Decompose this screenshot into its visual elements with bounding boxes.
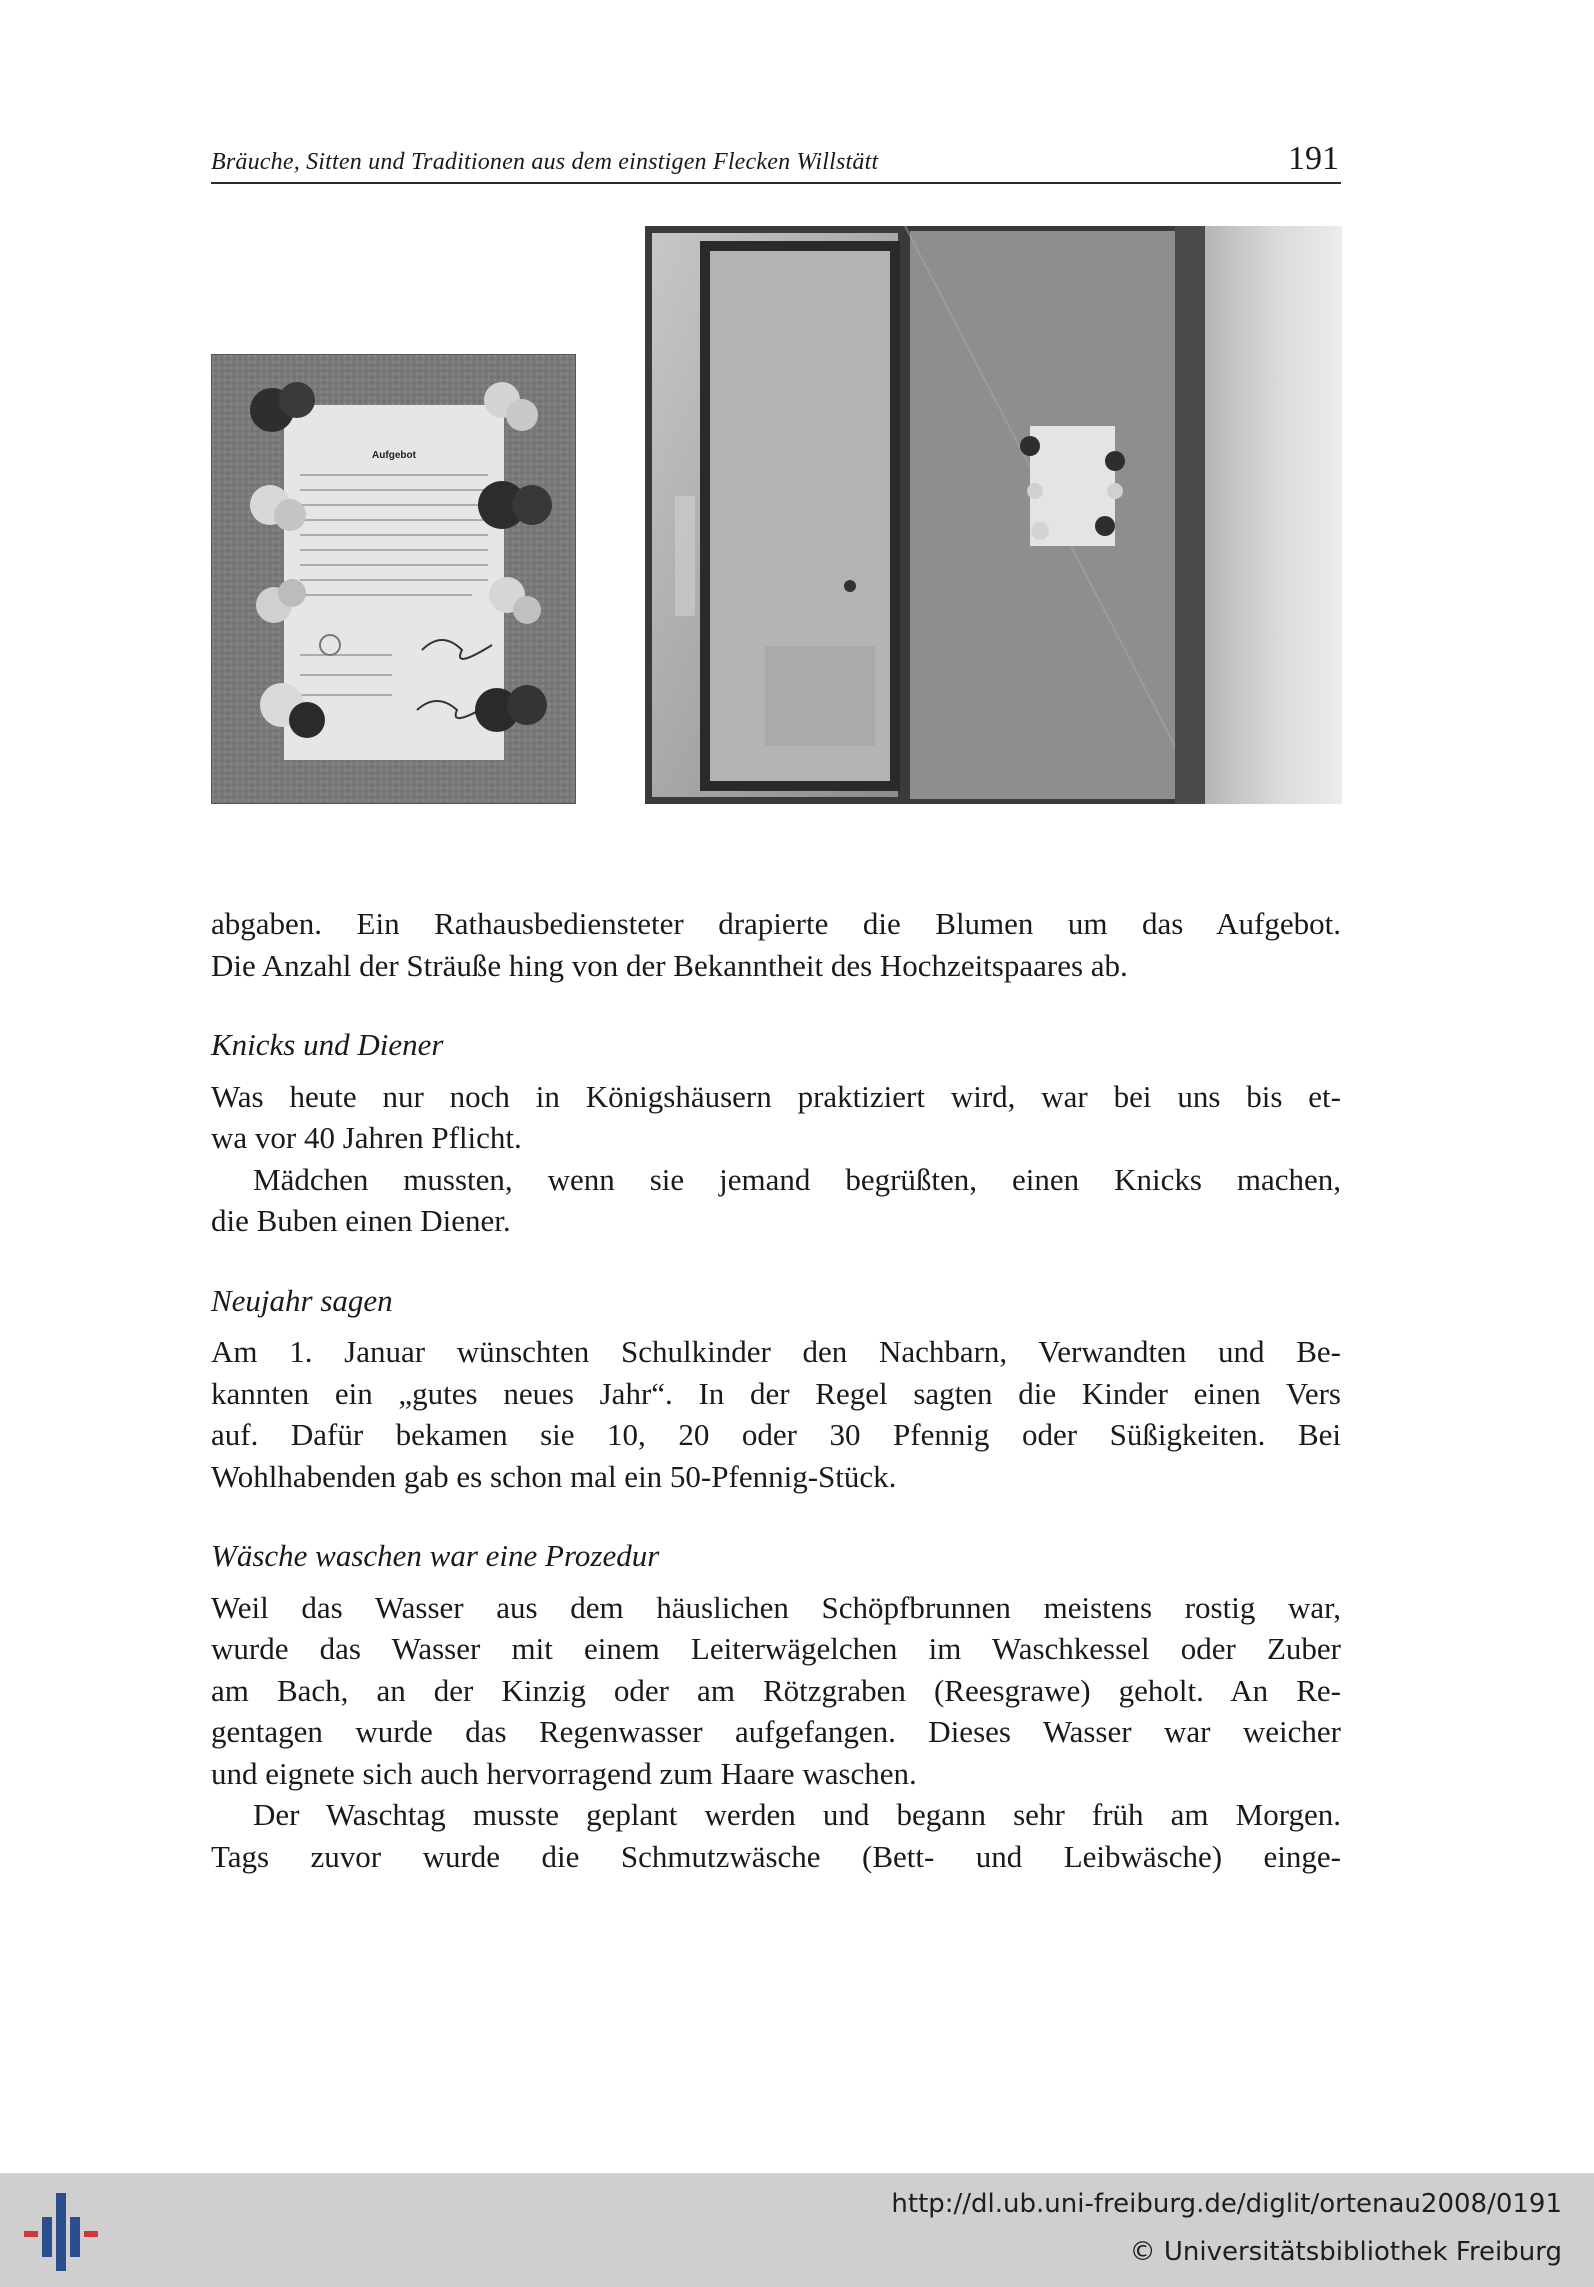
text-line: gentagen wurde das Regenwasser aufgefangen. Dieses Wasser war weicher [211,1714,1341,1749]
text-line: wa vor 40 Jahren Pflicht. [211,1120,522,1155]
paragraph-3 [211,1159,1341,1242]
footer-permalink[interactable]: http://dl.ub.uni-freiburg.de/diglit/ortenau2008/0191 [891,2189,1562,2219]
running-header [211,138,1341,184]
paragraph-4 [211,1331,1341,1497]
body-text [211,903,1341,1877]
paragraph-1 [211,903,1341,986]
text-line: Der Waschtag musste geplant werden und begann sehr früh am Morgen. [253,1797,1341,1832]
text-line: kannten ein „gutes neues Jahr“. In der Regel sagten die Kinder einen Vers [211,1375,1341,1411]
photo-aufgebot-with-flowers-icon [212,355,575,803]
photo-display-case [645,226,1342,804]
text-line: Tags zuvor wurde die Schmutzwäsche (Bett- und Leibwäsche) einge- [211,1838,1341,1874]
section-heading-waesche: Wäsche waschen war eine Prozedur [211,1538,660,1573]
photo-aufgebot [211,354,576,804]
text-line: abgaben. Ein Rathausbediensteter drapierte die Blumen um das Aufgebot. [211,906,1341,941]
text-line: und eignete sich auch hervorragend zum Haare waschen. [211,1755,917,1791]
section-heading-knicks: Knicks und Diener [211,1027,444,1062]
footer-copyright: © Universitätsbibliothek Freiburg [1129,2237,1562,2267]
text-line: Weil das Wasser aus dem häuslichen Schöpfbrunnen meistens rostig war, [211,1589,1341,1625]
running-title: Bräuche, Sitten und Traditionen aus dem einstigen Flecken Willstätt [211,149,879,175]
text-line: am Bach, an der Kinzig oder am Rötzgraben (Reesgrawe) geholt. An Re- [211,1672,1341,1708]
photo-display-case-window-icon [645,226,1342,804]
text-line: wurde das Wasser mit einem Leiterwägelchen im Waschkessel oder Zuber [211,1631,1341,1666]
paragraph-6 [211,1794,1341,1877]
text-line: auf. Dafür bekamen sie 10, 20 oder 30 Pfennig oder Süßigkeiten. Bei [211,1417,1341,1452]
aufgebot-doc-title: Aufgebot [372,450,416,461]
section-heading-neujahr: Neujahr sagen [211,1282,393,1318]
paragraph-2 [211,1076,1341,1159]
footer-bar [0,2173,1594,2287]
text-line: die Buben einen Diener. [211,1203,511,1238]
text-line: Wohlhabenden gab es schon mal ein 50-Pfennig-Stück. [211,1458,897,1494]
page-number: 191 [1288,140,1339,177]
text-line: Mädchen mussten, wenn sie jemand begrüßten, einen Knicks machen, [253,1161,1341,1197]
text-line: Die Anzahl der Sträuße hing von der Bekanntheit des Hochzeitspaares ab. [211,947,1128,983]
text-line: Am 1. Januar wünschten Schulkinder den Nachbarn, Verwandten und Be- [211,1334,1341,1369]
ub-freiburg-logo-icon [20,2187,100,2277]
text-line: Was heute nur noch in Königshäusern praktiziert wird, war bei uns bis et- [211,1078,1341,1114]
paragraph-5 [211,1587,1341,1795]
